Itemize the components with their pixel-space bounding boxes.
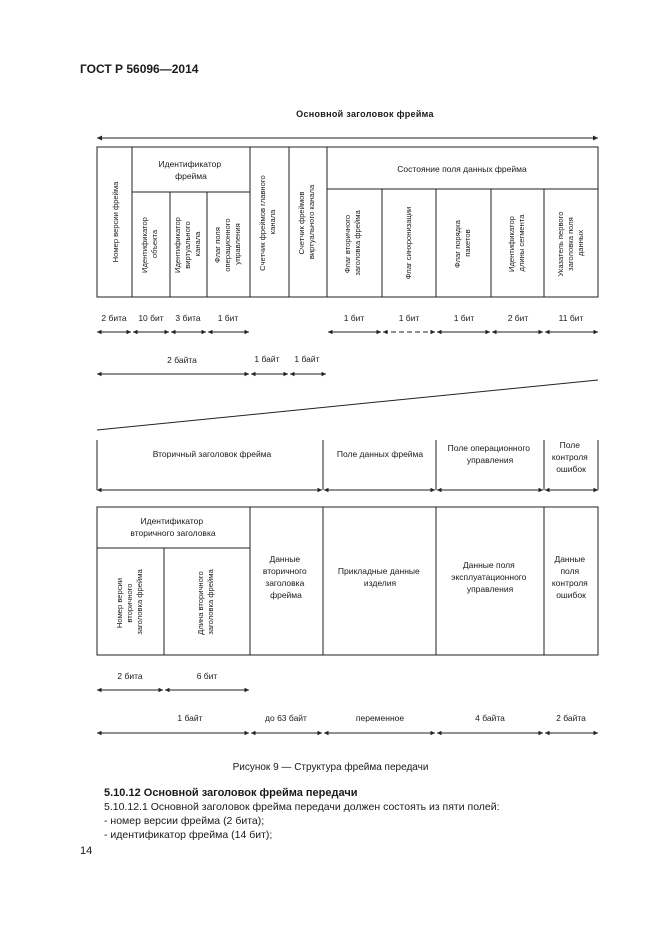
size-label: 1 бит (217, 313, 239, 323)
connector-line (97, 380, 598, 430)
size-label: 1 бит (398, 313, 420, 323)
secondary-id-header: Идентификатор вторичного заголовка (130, 516, 216, 538)
secondary-data-cell: Данные вторичного заголовка фрейма (262, 554, 307, 600)
secondary-length-header: Длина вторичного заголовка фрейма (196, 569, 215, 635)
size-label: 6 бит (196, 671, 218, 681)
size-label: 2 бита (117, 671, 143, 681)
size-label: до 63 байт (265, 713, 307, 723)
size-label: 2 байта (556, 713, 586, 723)
secondary-header-heading: Вторичный заголовок фрейма (152, 449, 272, 459)
app-data-cell: Прикладные данные изделия (337, 566, 420, 588)
segment-length-id-header: Идентификатор длины сегмента (507, 214, 526, 273)
size-label: 2 бита (101, 313, 127, 323)
data-field-heading: Поле данных фрейма (336, 449, 424, 459)
version-number-header: Номер версии фрейма (111, 181, 120, 263)
virtual-channel-id-header: Идентификатор виртуального канала (173, 217, 202, 274)
frame-id-header: Идентификатор фрейма (158, 159, 222, 181)
figure-title: Основной заголовок фрейма (296, 109, 434, 119)
size-label: 3 бита (175, 313, 201, 323)
virtual-frame-count-header: Счетчик фреймов виртуального канала (297, 184, 316, 260)
document-header: ГОСТ Р 56096—2014 (80, 62, 199, 76)
size-label: 2 байта (167, 355, 197, 365)
size-label: переменное (355, 713, 405, 723)
sync-flag-header: Флаг синхронизации (404, 206, 413, 280)
object-id-header: Идентификатор объекта (140, 217, 159, 274)
list-item: - идентификатор фрейма (14 бит); (104, 829, 273, 841)
size-label: 1 бит (343, 313, 365, 323)
secondary-version-header: Номер версии вторичного заголовка фрейма (115, 569, 144, 635)
section-title: 5.10.12 Основной заголовок фрейма передачи (104, 787, 358, 799)
ocf-heading: Поле операционного управления (447, 443, 530, 465)
page-number: 14 (80, 845, 93, 857)
packet-order-flag-header: Флаг порядка пакетов (453, 220, 472, 268)
primary-bit-sizes (101, 313, 583, 323)
ocf-flag-header: Флаг поля операционного управления (213, 218, 242, 272)
error-control-data-cell: Данные поля контроля ошибок (551, 554, 588, 600)
master-frame-count-header: Счетчик фреймов главного канала (258, 175, 277, 271)
size-label: 10 бит (138, 313, 164, 323)
size-label: 4 байта (475, 713, 505, 723)
size-label: 11 бит (558, 313, 584, 323)
figure-caption: Рисунок 9 — Структура фрейма передачи (232, 762, 429, 773)
size-label: 1 байт (254, 354, 280, 364)
size-label: 1 байт (294, 354, 320, 364)
data-status-header: Состояние поля данных фрейма (397, 164, 527, 174)
paragraph: 5.10.12.1 Основной заголовок фрейма передачи должен состоять из пяти полей: (104, 801, 500, 813)
first-header-pointer-header: Указатель первого заголовка поля данных (556, 211, 585, 277)
size-label: 2 бит (507, 313, 529, 323)
ops-data-cell: Данные поля эксплуатационного управления (451, 560, 527, 594)
secondary-header-flag-header: Флаг вторичного заголовка фрейма (343, 210, 362, 276)
size-label: 1 бит (453, 313, 475, 323)
list-item: - номер версии фрейма (2 бита); (104, 815, 265, 827)
fecf-heading: Поле контроля ошибок (551, 440, 588, 474)
size-label: 1 байт (177, 713, 203, 723)
